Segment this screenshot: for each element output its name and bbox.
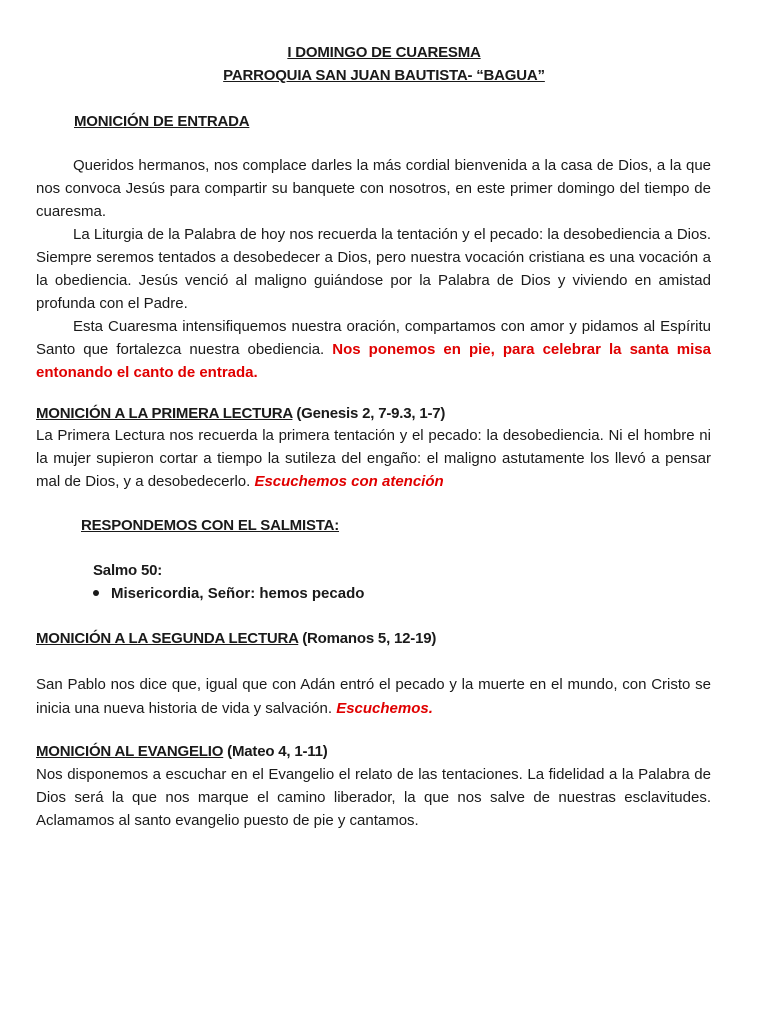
salmista-heading xyxy=(81,517,339,534)
segunda-instruction: Escuchemos. xyxy=(336,700,433,717)
segunda-text: San Pablo nos dice que, igual que con Adán entró el pecado y la muerte en el mundo, con Cristo se inicia una nueva historia de vida y salvación. xyxy=(36,676,711,717)
bullet-icon xyxy=(93,590,99,596)
evangelio-heading-text: MONICIÓN AL EVANGELIO xyxy=(36,743,224,760)
evangelio-heading xyxy=(36,743,328,760)
document-title: I DOMINGO DE CUARESMA xyxy=(287,44,481,61)
segunda-reference: (Romanos 5, 12-19) xyxy=(298,630,437,647)
segunda-heading xyxy=(36,630,436,647)
entrada-instruction: Nos ponemos en pie, para celebrar la santa misa entonando el canto de entrada. xyxy=(36,341,711,381)
primera-reference: (Genesis 2, 7-9.3, 1-7) xyxy=(292,405,446,422)
evangelio-paragraph: Nos disponemos a escuchar en el Evangelio el relato de las tentaciones. La fidelidad a la Palabra de Dios será la que nos marque el camino liberador, la que nos salve de nuestras esclavitudes. Aclamamos al santo evangelio puesto de pie y cantamos. xyxy=(36,766,711,829)
evangelio-reference: (Mateo 4, 1-11) xyxy=(223,743,328,760)
salmista-heading-text: RESPONDEMOS CON EL SALMISTA: xyxy=(81,517,340,534)
entrada-paragraph-3 xyxy=(36,315,711,384)
parish-title: PARROQUIA SAN JUAN BAUTISTA- “BAGUA” xyxy=(223,67,545,84)
segunda-paragraph xyxy=(36,673,711,721)
primera-paragraph xyxy=(36,424,711,493)
primera-heading xyxy=(36,405,445,422)
entrada-heading-text: MONICIÓN DE ENTRADA xyxy=(74,113,250,130)
primera-text: La Primera Lectura nos recuerda la primera tentación y el pecado: la desobediencia. Ni el hombre ni la mujer supieron cortar a tiempo la sutileza del engaño: el maligno astutamente los llevó a pensar mal de Dios, y a desobedecerlo. xyxy=(36,427,711,490)
entrada-heading xyxy=(74,113,249,130)
entrada-paragraph-1: Queridos hermanos, nos complace darles la más cordial bienvenida a la casa de Dios, a la que nos convoca Jesús para compartir su banquete con nosotros, en este primer domingo del tiempo de cuaresma. xyxy=(36,157,711,220)
salmo-response-text: Misericordia, Señor: hemos pecado xyxy=(111,585,365,602)
primera-heading-text: MONICIÓN A LA PRIMERA LECTURA xyxy=(36,405,293,422)
salmo-label: Salmo 50: xyxy=(93,562,163,579)
salmo-response xyxy=(93,585,364,602)
entrada-paragraph-2: La Liturgia de la Palabra de hoy nos recuerda la tentación y el pecado: la desobediencia a Dios. Siempre seremos tentados a desobedecer a Dios, pero nuestra vocación cristiana es una vocación a la obediencia. Jesús venció al maligno guiándose por la Palabra de Dios y viviendo en amistad profunda con el Padre. xyxy=(36,226,711,312)
primera-instruction: Escuchemos con atención xyxy=(254,473,444,490)
entrada-paragraph-3-text: Esta Cuaresma intensifiquemos nuestra oración, compartamos con amor y pidamos al Espíritu Santo que fortalezca nuestra obediencia. xyxy=(36,318,711,358)
segunda-heading-text: MONICIÓN A LA SEGUNDA LECTURA xyxy=(36,630,299,647)
